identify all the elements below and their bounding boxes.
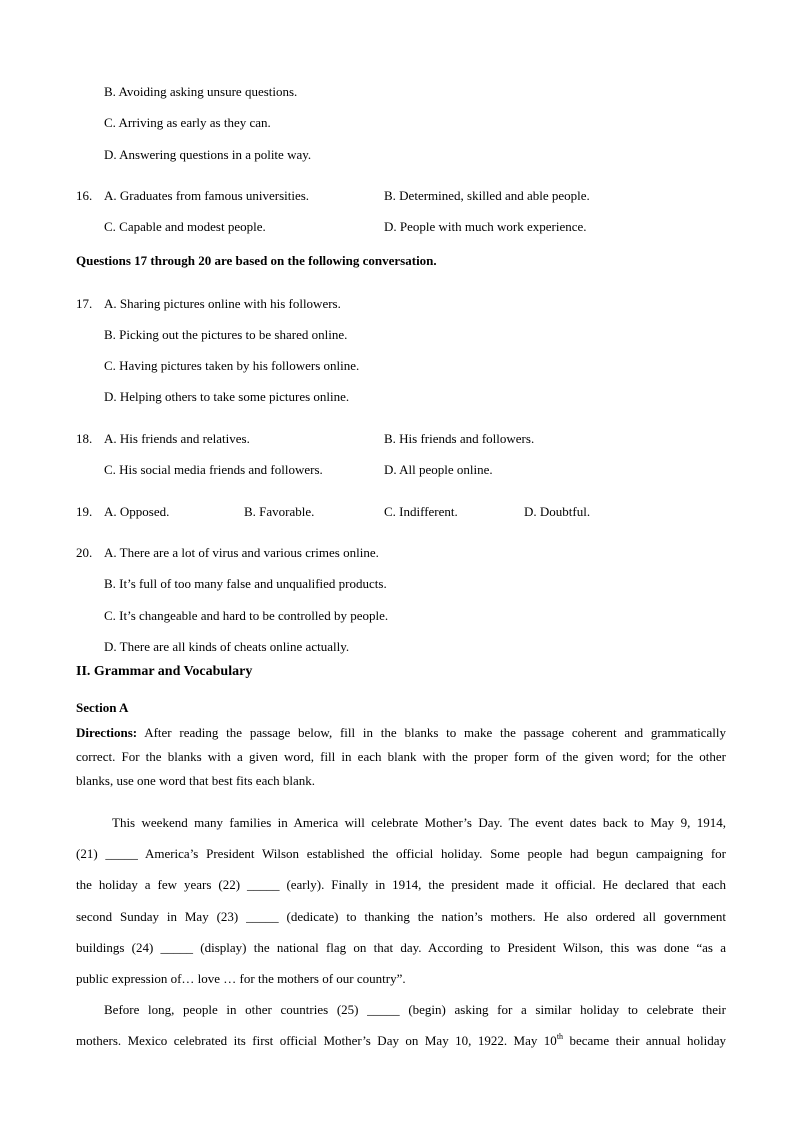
q17-option-c: C. Having pictures taken by his followers online.: [104, 358, 360, 373]
passage-line-3: the holiday a few years (22) _____ (early). Finally in 1914, the president made it official. He declared that each: [76, 877, 726, 892]
section-a-heading: Section A: [76, 700, 129, 715]
directions-line-2: correct. For the blanks with a given word, fill in each blank with the proper form of the given word; for the other: [76, 749, 726, 764]
q18-option-b: B. His friends and followers.: [384, 431, 535, 446]
q16-option-b: B. Determined, skilled and able people.: [384, 188, 590, 203]
q19-option-a: A. Opposed.: [104, 504, 170, 519]
q18-option-d: D. All people online.: [384, 462, 493, 477]
q20-option-d: D. There are all kinds of cheats online actually.: [104, 639, 350, 654]
passage-line-7: Before long, people in other countries (25) _____ (begin) asking for a similar holiday to celebrate their: [104, 1002, 726, 1017]
q20-number: 20.: [76, 545, 93, 560]
passage-line-8-start: mothers. Mexico celebrated its first official Mother’s Day on May 10, 1922. May 10: [76, 1033, 557, 1048]
passage-line-6: public expression of… love … for the mothers of our country”.: [76, 971, 406, 986]
q19-number: 19.: [76, 504, 93, 519]
q16-number: 16.: [76, 188, 93, 203]
q17-option-a: A. Sharing pictures online with his followers.: [104, 296, 341, 311]
q19-option-c: C. Indifferent.: [384, 504, 458, 519]
q16-option-c: C. Capable and modest people.: [104, 219, 266, 234]
q18-number: 18.: [76, 431, 93, 446]
q19-option-d: D. Doubtful.: [524, 504, 591, 519]
q17-number: 17.: [76, 296, 93, 311]
q16-option-a: A. Graduates from famous universities.: [104, 188, 310, 203]
q15-option-d: D. Answering questions in a polite way.: [104, 147, 312, 162]
directions-line-1: [76, 725, 726, 741]
directions-label: Directions:: [76, 725, 138, 740]
q20-option-c: C. It’s changeable and hard to be controlled by people.: [104, 608, 389, 623]
ordinal-suffix: th: [556, 1032, 564, 1041]
q16-option-d: D. People with much work experience.: [384, 219, 587, 234]
directions-line-3: blanks, use one word that best fits each blank.: [76, 773, 315, 788]
part2-title: II. Grammar and Vocabulary: [76, 664, 253, 679]
q18-option-c: C. His social media friends and followers.: [104, 462, 323, 477]
q17-option-d: D. Helping others to take some pictures online.: [104, 389, 350, 404]
passage-line-4: second Sunday in May (23) _____ (dedicate) to thanking the nation’s mothers. He also ordered all government: [76, 909, 726, 924]
passage-line-8-end: became their annual holiday: [563, 1033, 726, 1048]
passage-line-2: (21) _____ America’s President Wilson established the official holiday. Some people had begun campaigning for: [76, 846, 726, 861]
passage-line-1: This weekend many families in America will celebrate Mother’s Day. The event dates back to May 9, 1914,: [112, 815, 726, 830]
directions-text-1: After reading the passage below, fill in the blanks to make the passage coherent and grammatically: [137, 725, 726, 740]
q20-option-b: B. It’s full of too many false and unqualified products.: [104, 576, 387, 591]
q15-option-c: C. Arriving as early as they can.: [104, 115, 271, 130]
q18-option-a: A. His friends and relatives.: [104, 431, 250, 446]
q17-option-b: B. Picking out the pictures to be shared online.: [104, 327, 348, 342]
q15-option-b: B. Avoiding asking unsure questions.: [104, 84, 298, 99]
q19-option-b: B. Favorable.: [244, 504, 315, 519]
passage-line-8: [76, 1033, 726, 1049]
conversation-heading: Questions 17 through 20 are based on the following conversation.: [76, 253, 437, 268]
passage-line-5: buildings (24) _____ (display) the national flag on that day. According to President Wilson, this was done “as a: [76, 940, 726, 955]
q20-option-a: A. There are a lot of virus and various crimes online.: [104, 545, 379, 560]
